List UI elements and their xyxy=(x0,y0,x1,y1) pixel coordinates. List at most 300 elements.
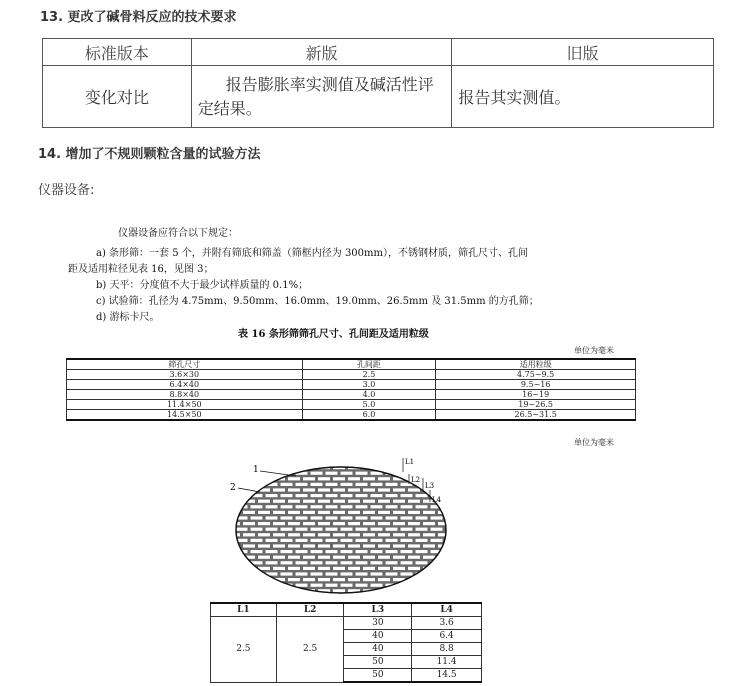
sieve-slot xyxy=(281,528,293,531)
sieve-slot xyxy=(333,522,345,525)
sieve-slot xyxy=(386,539,398,542)
sieve-slot xyxy=(423,533,435,536)
sieve-slot xyxy=(371,483,383,486)
new-version-text: 报告膨胀率实测值及碱活性评定结果。 xyxy=(197,74,434,118)
label-1: 1 xyxy=(253,465,259,475)
sieve-slot xyxy=(446,516,458,519)
sieve-slot xyxy=(348,544,360,547)
sieve-slot xyxy=(326,505,338,508)
sieve-slot xyxy=(318,567,330,570)
sieve-slot xyxy=(371,550,383,553)
sieve-slot xyxy=(303,511,315,514)
sieve-slot xyxy=(446,584,458,587)
sieve-slot xyxy=(438,589,450,592)
sieve-slot xyxy=(438,522,450,525)
header-standard-version: 标准版本 xyxy=(43,39,192,66)
header-new-version: 新版 xyxy=(191,39,452,66)
sieve-slot xyxy=(341,572,353,575)
sieve-slot xyxy=(371,539,383,542)
sieve-slot xyxy=(258,578,270,581)
sieve-slot xyxy=(311,539,323,542)
sieve-slot xyxy=(251,516,263,519)
sieve-slot xyxy=(318,488,330,491)
sieve-slot xyxy=(326,584,338,587)
sieve-slot xyxy=(453,466,460,469)
sieve-slot xyxy=(341,516,353,519)
table16-cell: 4.75~9.5 xyxy=(436,370,636,380)
sieve-slot xyxy=(311,584,323,587)
sieve-slot xyxy=(228,477,240,480)
sieve-slot xyxy=(326,516,338,519)
table16-header xyxy=(67,359,636,370)
sieve-slot xyxy=(408,500,420,503)
sieve-slot xyxy=(356,528,368,531)
sieve-slot xyxy=(446,572,458,575)
sieve-slot xyxy=(311,516,323,519)
sieve-slot xyxy=(221,472,233,475)
sieve-slot xyxy=(288,589,300,592)
l3-value: 50 xyxy=(344,669,412,683)
sieve-slot xyxy=(333,589,345,592)
sieve-slot xyxy=(296,483,308,486)
sieve-slot xyxy=(266,528,278,531)
sieve-slot xyxy=(281,516,293,519)
sieve-slot xyxy=(258,466,270,469)
sieve-slot xyxy=(341,561,353,564)
sieve-slot xyxy=(333,567,345,570)
label-l1: L1 xyxy=(405,458,415,466)
item-a-line2: 距及适用粒径见表 16，见图 3； xyxy=(68,264,214,275)
sieve-slot xyxy=(243,589,255,592)
l4-value: 3.6 xyxy=(412,617,482,630)
sieve-slot xyxy=(318,511,330,514)
sieve-slot xyxy=(408,556,420,559)
sieve-slot xyxy=(453,511,460,514)
sieve-slot xyxy=(378,466,390,469)
sieve-slot xyxy=(251,505,263,508)
sieve-slot xyxy=(363,477,375,480)
old-version-cell: 报告其实测值。 xyxy=(452,66,714,128)
sieve-slot xyxy=(236,584,248,587)
sieve-slot xyxy=(371,528,383,531)
sieve-slot xyxy=(258,500,270,503)
sieve-slot xyxy=(393,533,405,536)
sieve-slot xyxy=(228,500,240,503)
sieve-slot xyxy=(341,483,353,486)
section-13-heading: 13. 更改了碱骨料反应的技术要求 xyxy=(40,10,237,25)
sieve-slot xyxy=(311,472,323,475)
sieve-slot xyxy=(393,567,405,570)
sieve-slot xyxy=(356,584,368,587)
sieve-slot xyxy=(273,466,285,469)
l4-value: 6.4 xyxy=(412,630,482,643)
dimension-row xyxy=(211,617,482,630)
sieve-slot xyxy=(386,528,398,531)
sieve-slot xyxy=(393,522,405,525)
sieve-slot xyxy=(303,500,315,503)
sieve-slot xyxy=(453,589,460,592)
sieve-slot xyxy=(378,511,390,514)
sieve-slot xyxy=(431,539,443,542)
sieve-slot xyxy=(333,556,345,559)
sieve-slot xyxy=(221,494,233,497)
sieve-slot xyxy=(273,488,285,491)
l1-value: 2.5 xyxy=(211,617,277,683)
sieve-slot xyxy=(296,595,308,596)
sieve-slot xyxy=(416,472,428,475)
instrument-label: 仪器设备: xyxy=(38,183,95,198)
sieve-slot xyxy=(326,472,338,475)
sieve-slot xyxy=(438,544,450,547)
sieve-slot xyxy=(446,528,458,531)
sieve-slot xyxy=(408,533,420,536)
dimension-header-cell: L3 xyxy=(344,603,412,617)
sieve-slot xyxy=(423,556,435,559)
sieve-slot xyxy=(348,556,360,559)
table16-cell: 3.6×30 xyxy=(67,370,303,380)
sieve-slot xyxy=(401,561,413,564)
sieve-slot xyxy=(423,466,435,469)
l3-value: 50 xyxy=(344,656,412,669)
sieve-slot xyxy=(288,477,300,480)
sieve-slot xyxy=(318,533,330,536)
sieve-slot xyxy=(438,477,450,480)
sieve-slot xyxy=(243,511,255,514)
sieve-slot xyxy=(296,561,308,564)
sieve-slot xyxy=(423,511,435,514)
sieve-slot xyxy=(296,584,308,587)
sieve-slot xyxy=(386,550,398,553)
sieve-slot xyxy=(393,488,405,491)
sieve-slot xyxy=(453,488,460,491)
sieve-slot xyxy=(273,511,285,514)
sieve-slot xyxy=(281,572,293,575)
sieve-slot xyxy=(288,578,300,581)
sieve-slot xyxy=(243,522,255,525)
table16-header-cell: 孔间距 xyxy=(302,359,436,370)
sieve-slot xyxy=(401,550,413,553)
sieve-slot xyxy=(446,505,458,508)
sieve-slot xyxy=(266,505,278,508)
sieve-slot xyxy=(236,505,248,508)
sieve-slot xyxy=(356,472,368,475)
sieve-slot xyxy=(348,500,360,503)
sieve-slot xyxy=(446,561,458,564)
sieve-slot xyxy=(348,477,360,480)
sieve-slot xyxy=(228,533,240,536)
sieve-slot xyxy=(371,595,383,596)
sieve-slot xyxy=(341,494,353,497)
sieve-slot xyxy=(243,477,255,480)
sieve-slot xyxy=(378,544,390,547)
sieve-slot xyxy=(438,488,450,491)
sieve-slot xyxy=(356,561,368,564)
sieve-slot xyxy=(318,544,330,547)
sieve-slot xyxy=(288,500,300,503)
table16-cell: 5.0 xyxy=(302,400,436,410)
label-l2: L2 xyxy=(411,476,421,484)
sieve-slot xyxy=(363,556,375,559)
sieve-slot xyxy=(288,522,300,525)
sieve-slot xyxy=(243,544,255,547)
sieve-slot xyxy=(416,516,428,519)
slotted-sieve-figure xyxy=(220,450,460,596)
sieve-slot xyxy=(431,528,443,531)
sieve-slot xyxy=(236,472,248,475)
sieve-slot xyxy=(453,533,460,536)
table16-cell: 6.4×40 xyxy=(67,380,303,390)
sieve-slot xyxy=(341,505,353,508)
header-old-version: 旧版 xyxy=(452,39,714,66)
sieve-slot xyxy=(273,500,285,503)
sieve-slot xyxy=(446,539,458,542)
sieve-slot xyxy=(311,595,323,596)
sieve-slot xyxy=(446,494,458,497)
sieve-slot xyxy=(311,572,323,575)
sieve-slot xyxy=(273,567,285,570)
sieve-slot xyxy=(266,539,278,542)
sieve-slot xyxy=(333,500,345,503)
sieve-slot xyxy=(393,500,405,503)
section-14-heading: 14. 增加了不规则颗粒含量的试验方法 xyxy=(38,147,261,162)
sieve-slot xyxy=(393,556,405,559)
sieve-slot xyxy=(236,595,248,596)
sieve-slot xyxy=(408,522,420,525)
item-a-line1: a) 条形筛：一套 5 个，并附有筛底和筛盖（筛框内径为 300mm），不锈钢材质，筛孔尺寸、孔间 xyxy=(96,248,528,259)
sieve-slot xyxy=(296,550,308,553)
sieve-slot xyxy=(273,544,285,547)
sieve-slot xyxy=(423,578,435,581)
sieve-slot xyxy=(371,505,383,508)
sieve-slot xyxy=(326,550,338,553)
sieve-slot xyxy=(251,483,263,486)
table16 xyxy=(66,358,636,421)
sieve-slot xyxy=(266,595,278,596)
sieve-slot xyxy=(341,528,353,531)
sieve-slot xyxy=(221,561,233,564)
sieve-slot xyxy=(228,556,240,559)
sieve-slot xyxy=(281,561,293,564)
sieve-slot xyxy=(438,578,450,581)
sieve-slot xyxy=(423,522,435,525)
dimension-header-cell: L2 xyxy=(276,603,344,617)
sieve-slot xyxy=(236,528,248,531)
table16-cell: 2.5 xyxy=(302,370,436,380)
sieve-slot xyxy=(446,472,458,475)
label-l3: L3 xyxy=(425,482,435,490)
sieve-slot xyxy=(326,561,338,564)
sieve-slot xyxy=(333,533,345,536)
table16-row xyxy=(67,370,636,380)
sieve-slot xyxy=(288,556,300,559)
item-d: d) 游标卡尺。 xyxy=(96,312,160,323)
sieve-slot xyxy=(266,550,278,553)
sieve-slot xyxy=(221,516,233,519)
sieve-slot xyxy=(288,466,300,469)
sieve-slot xyxy=(243,567,255,570)
sieve-slot xyxy=(393,511,405,514)
sieve-slot xyxy=(386,483,398,486)
sieve-slot xyxy=(378,500,390,503)
sieve-slot xyxy=(303,488,315,491)
sieve-slot xyxy=(416,528,428,531)
sieve-slot xyxy=(371,561,383,564)
sieve-slot xyxy=(251,584,263,587)
sieve-slot xyxy=(371,584,383,587)
sieve-slot xyxy=(333,488,345,491)
sieve-slot xyxy=(386,595,398,596)
sieve-slot xyxy=(266,584,278,587)
sieve-slot xyxy=(363,578,375,581)
sieve-slot xyxy=(416,584,428,587)
sieve-slot xyxy=(386,505,398,508)
sieve-slot xyxy=(378,488,390,491)
sieve-slot xyxy=(228,511,240,514)
sieve-slot xyxy=(281,494,293,497)
sieve-slot xyxy=(416,561,428,564)
sieve-slot xyxy=(318,578,330,581)
sieve-slot xyxy=(221,572,233,575)
sieve-slot xyxy=(386,561,398,564)
sieve-slot xyxy=(341,472,353,475)
sieve-slot xyxy=(326,483,338,486)
sieve-slot xyxy=(363,488,375,491)
sieve-slot xyxy=(348,488,360,491)
sieve-slot xyxy=(431,472,443,475)
sieve-slot xyxy=(228,544,240,547)
sieve-slot xyxy=(363,522,375,525)
sieve-slot xyxy=(378,477,390,480)
sieve-slot xyxy=(228,578,240,581)
sieve-slot xyxy=(393,589,405,592)
sieve-slot xyxy=(423,589,435,592)
sieve-slot xyxy=(363,567,375,570)
sieve-slot xyxy=(386,516,398,519)
sieve-slot xyxy=(431,572,443,575)
l2-value: 2.5 xyxy=(276,617,344,683)
l4-value: 11.4 xyxy=(412,656,482,669)
sieve-slot xyxy=(288,511,300,514)
table16-cell: 16~19 xyxy=(436,390,636,400)
sieve-slot xyxy=(318,522,330,525)
sieve-slot xyxy=(348,511,360,514)
sieve-slot xyxy=(453,522,460,525)
sieve-slot xyxy=(371,572,383,575)
sieve-slot xyxy=(318,500,330,503)
sieve-slot xyxy=(296,516,308,519)
sieve-slot xyxy=(288,488,300,491)
sieve-slot xyxy=(326,539,338,542)
sieve-slot xyxy=(401,516,413,519)
sieve-slot xyxy=(356,483,368,486)
sieve-slot xyxy=(341,595,353,596)
sieve-slot xyxy=(273,522,285,525)
sieve-slot xyxy=(243,533,255,536)
sieve-slot xyxy=(251,595,263,596)
sieve-slot xyxy=(251,550,263,553)
sieve-slot xyxy=(333,578,345,581)
table16-cell: 11.4×50 xyxy=(67,400,303,410)
sieve-slot xyxy=(228,466,240,469)
sieve-slot xyxy=(333,477,345,480)
sieve-slot xyxy=(326,528,338,531)
sieve-slot xyxy=(453,567,460,570)
sieve-slot xyxy=(348,522,360,525)
sieve-slot xyxy=(356,494,368,497)
sieve-slot xyxy=(453,477,460,480)
table16-header-cell: 适用粒级 xyxy=(436,359,636,370)
sieve-slot xyxy=(446,550,458,553)
sieve-slot xyxy=(408,544,420,547)
sieve-slot xyxy=(416,539,428,542)
sieve-slot xyxy=(386,572,398,575)
sieve-slot xyxy=(221,550,233,553)
sieve-slot xyxy=(296,572,308,575)
row-label: 变化对比 xyxy=(43,66,192,128)
sieve-slot xyxy=(333,544,345,547)
sieve-slot xyxy=(356,595,368,596)
sieve-slot xyxy=(281,550,293,553)
sieve-slot xyxy=(258,522,270,525)
table16-row xyxy=(67,400,636,410)
sieve-slot xyxy=(318,556,330,559)
comparison-row xyxy=(43,66,714,128)
unit-label-2: 单位为毫米 xyxy=(574,438,614,447)
sieve-slot xyxy=(221,528,233,531)
sieve-slot xyxy=(311,483,323,486)
sieve-slot xyxy=(363,544,375,547)
sieve-slot xyxy=(401,584,413,587)
sieve-slot xyxy=(453,500,460,503)
sieve-slot xyxy=(341,539,353,542)
label-2: 2 xyxy=(230,483,236,493)
sieve-slot xyxy=(281,483,293,486)
sieve-slot xyxy=(371,494,383,497)
intro-text: 仪器设备应符合以下规定： xyxy=(118,228,238,239)
sieve-slot xyxy=(438,533,450,536)
sieve-slot xyxy=(438,466,450,469)
sieve-slot xyxy=(401,505,413,508)
dimension-header-cell: L1 xyxy=(211,603,277,617)
sieve-slot xyxy=(228,567,240,570)
sieve-slot xyxy=(453,556,460,559)
table16-cell: 6.0 xyxy=(302,410,436,421)
sieve-slot xyxy=(363,533,375,536)
sieve-slot xyxy=(273,556,285,559)
sieve-slot xyxy=(408,511,420,514)
sieve-slot xyxy=(378,589,390,592)
sieve-slot xyxy=(371,516,383,519)
sieve-slot xyxy=(258,544,270,547)
sieve-slot xyxy=(348,533,360,536)
table16-cell: 9.5~16 xyxy=(436,380,636,390)
sieve-slot xyxy=(296,494,308,497)
sieve-slot xyxy=(266,561,278,564)
table16-cell: 4.0 xyxy=(302,390,436,400)
sieve-slot xyxy=(453,578,460,581)
comparison-table xyxy=(42,38,714,128)
sieve-slot xyxy=(363,500,375,503)
sieve-slot xyxy=(378,556,390,559)
sieve-slot xyxy=(258,477,270,480)
sieve-slot xyxy=(401,528,413,531)
sieve-slot xyxy=(431,584,443,587)
table16-cell: 8.8×40 xyxy=(67,390,303,400)
sieve-slot xyxy=(378,578,390,581)
sieve-slot xyxy=(423,477,435,480)
sieve-slot xyxy=(318,477,330,480)
sieve-slot xyxy=(378,567,390,570)
